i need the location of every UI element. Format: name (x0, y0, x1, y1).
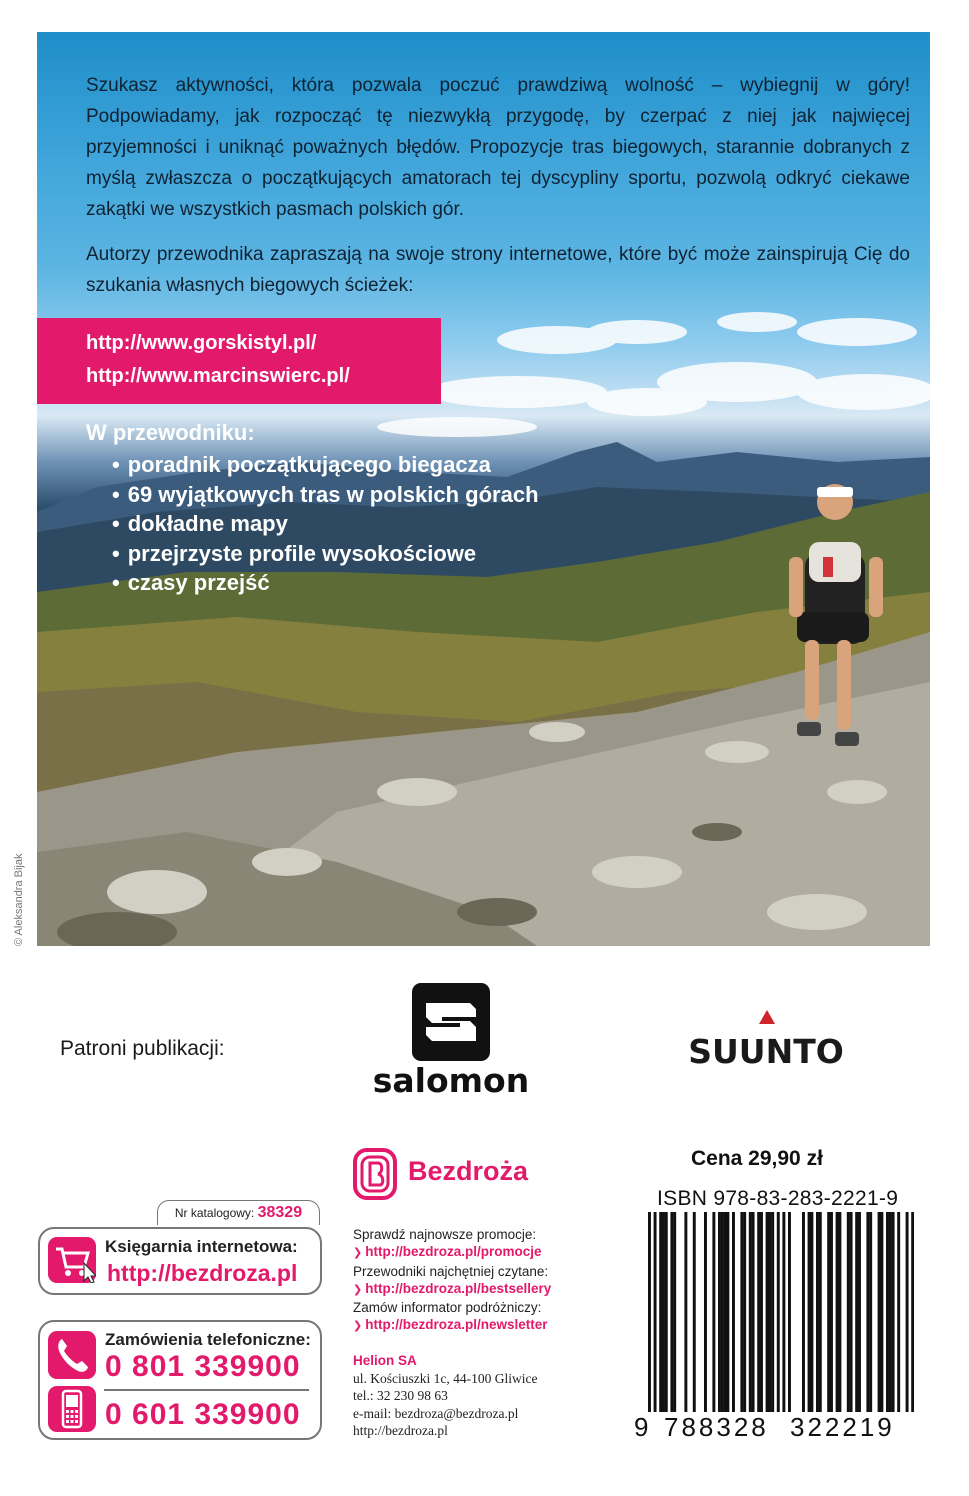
barcode-bar (718, 1212, 721, 1412)
barcode-bar (659, 1212, 662, 1412)
barcode-bar (684, 1212, 687, 1412)
barcode-bar (732, 1212, 735, 1412)
suunto-wordmark: SUUNTO (688, 1032, 844, 1071)
barcode-digits-left: 788328 (664, 1412, 769, 1442)
barcode-bar (673, 1212, 676, 1412)
isbn-barcode (648, 1212, 914, 1412)
website-link[interactable]: http://bezdroza.pl (353, 1423, 448, 1438)
barcode-bar (838, 1212, 841, 1412)
isbn-text: ISBN 978-83-283-2221-9 (657, 1187, 899, 1210)
barcode-digits-right: 322219 (790, 1412, 895, 1442)
barcode-bar (847, 1212, 850, 1412)
catalog-value: 38329 (257, 1204, 303, 1221)
barcode-bar (892, 1212, 895, 1412)
barcode-bar (827, 1212, 830, 1412)
barcode-bar (802, 1212, 805, 1412)
barcode-bar (886, 1212, 889, 1412)
promo-link[interactable]: ❯ http://bezdroza.pl/promocje (353, 1243, 551, 1262)
barcode-bar (850, 1212, 853, 1412)
barcode-bar (743, 1212, 746, 1412)
barcode-bar (760, 1212, 763, 1412)
bestsellers-link[interactable]: ❯ http://bezdroza.pl/bestsellery (353, 1280, 551, 1299)
barcode-bar (808, 1212, 811, 1412)
barcode-bar (866, 1212, 869, 1412)
intro-paragraph-1: Szukasz aktywności, która pozwala poczuć prawdziwą wolność – wybiegnij w góry! Podpowiadamy, jak rozpocząć tę niezwykłą przygodę, by czerpać z niej jak najwięcej przyjemności i uniknąć poważnych błędów. Propozycje tras biegowych, starannie dobranych z myślą zwłaszcza o początkujących amatorach tej dyscypliny sportu, pozwolą odkryć ciekawe zakątki we wszystkich pasmach polskich gór. (86, 75, 910, 220)
phone-label: Zamówienia telefoniczne: (105, 1330, 311, 1349)
price: Cena 29,90 zł (691, 1147, 823, 1170)
barcode-bar (816, 1212, 819, 1412)
shop-label: Księgarnia internetowa: (105, 1237, 298, 1256)
publisher-address (353, 1352, 537, 1440)
patrons-label: Patroni publikacji: (60, 1037, 225, 1060)
publisher-promo (353, 1226, 551, 1336)
phone-number-landline[interactable]: 0 801 339900 (105, 1350, 301, 1383)
intro-text (86, 70, 910, 315)
list-item: • przejrzyste profile wysokościowe (112, 539, 539, 569)
guide-contents (86, 420, 539, 598)
list-item: • czasy przejść (112, 568, 539, 598)
barcode-bar (665, 1212, 668, 1412)
list-item: • poradnik początkującego biegacza (112, 450, 539, 480)
barcode-bar (911, 1212, 914, 1412)
publisher-name: Bezdroża (408, 1156, 529, 1186)
divider (104, 1389, 309, 1391)
cart-icon (48, 1237, 96, 1283)
salomon-logo (360, 983, 542, 1100)
email-address[interactable]: e-mail: bezdroza@bezdroza.pl (353, 1405, 519, 1421)
barcode-bar (889, 1212, 892, 1412)
barcode-bar (740, 1212, 743, 1412)
barcode-bar (878, 1212, 881, 1412)
barcode-bar (704, 1212, 707, 1412)
mobile-phone-icon (48, 1386, 96, 1432)
barcode-bar (752, 1212, 755, 1412)
suunto-triangle-icon (759, 1010, 775, 1024)
barcode-bar (749, 1212, 752, 1412)
barcode-bar (662, 1212, 665, 1412)
catalog-label: Nr katalogowy: (174, 1206, 255, 1220)
barcode-bar (906, 1212, 909, 1412)
phone-number-mobile[interactable]: 0 601 339900 (105, 1398, 301, 1431)
barcode-bar (858, 1212, 861, 1412)
barcode-bar (855, 1212, 858, 1412)
barcode-bar (880, 1212, 883, 1412)
barcode-digit-first: 9 (634, 1412, 652, 1442)
bestsellers-label: Przewodniki najchętniej czytane: (353, 1263, 549, 1279)
barcode-bar (897, 1212, 900, 1412)
newsletter-link[interactable]: ❯ http://bezdroza.pl/newsletter (353, 1316, 551, 1335)
telephone: tel.: 32 230 98 63 (353, 1388, 448, 1403)
barcode-bar (819, 1212, 822, 1412)
contents-list (86, 450, 539, 598)
contents-heading: W przewodniku: (86, 420, 255, 445)
salomon-s-icon (412, 983, 490, 1061)
barcode-bar (830, 1212, 833, 1412)
suunto-logo (680, 1010, 852, 1070)
barcode-bar (869, 1212, 872, 1412)
phone-handset-icon (48, 1331, 96, 1379)
intro-paragraph-2: Autorzy przewodnika zapraszają na swoje strony internetowe, które być może zainspirują Cię do szukania własnych biegowych ścieżek: (86, 244, 910, 296)
online-shop-box[interactable] (38, 1227, 322, 1295)
barcode-bar (757, 1212, 760, 1412)
barcode-bar (810, 1212, 813, 1412)
list-item: • 69 wyjątkowych tras w polskich górach (112, 480, 539, 510)
barcode-bar (836, 1212, 839, 1412)
barcode-bar (771, 1212, 774, 1412)
cover-photo-panel (37, 32, 930, 946)
author-links-box (37, 318, 441, 404)
barcode-bar (693, 1212, 696, 1412)
barcode-bar (782, 1212, 785, 1412)
catalog-number (157, 1200, 320, 1225)
barcode-bar (648, 1212, 651, 1412)
barcode-bar (654, 1212, 657, 1412)
barcode-bar (726, 1212, 729, 1412)
barcode-bar (670, 1212, 673, 1412)
photo-credit: © Aleksandra Bijak (13, 853, 25, 946)
bezdroza-logo-icon (352, 1147, 400, 1203)
barcode-bar (712, 1212, 715, 1412)
author-link-marcinswierc[interactable]: http://www.marcinswierc.pl/ (86, 365, 350, 387)
barcode-bar (721, 1212, 724, 1412)
barcode-bar (777, 1212, 780, 1412)
newsletter-label: Zamów informator podróżniczy: (353, 1300, 542, 1316)
salomon-wordmark: salomon (372, 1061, 530, 1100)
promo-label: Sprawdź najnowsze promocje: (353, 1227, 537, 1242)
street-address: ul. Kościuszki 1c, 44-100 Gliwice (353, 1370, 538, 1386)
barcode-bar (724, 1212, 727, 1412)
list-item: • dokładne mapy (112, 509, 539, 539)
barcode-bar (768, 1212, 771, 1412)
company-name: Helion SA (353, 1353, 417, 1368)
shop-url-link[interactable]: http://bezdroza.pl (107, 1260, 298, 1286)
phone-orders-box (38, 1320, 322, 1440)
author-link-gorskistyl[interactable]: http://www.gorskistyl.pl/ (86, 332, 317, 354)
barcode-bar (766, 1212, 769, 1412)
barcode-bar (788, 1212, 791, 1412)
